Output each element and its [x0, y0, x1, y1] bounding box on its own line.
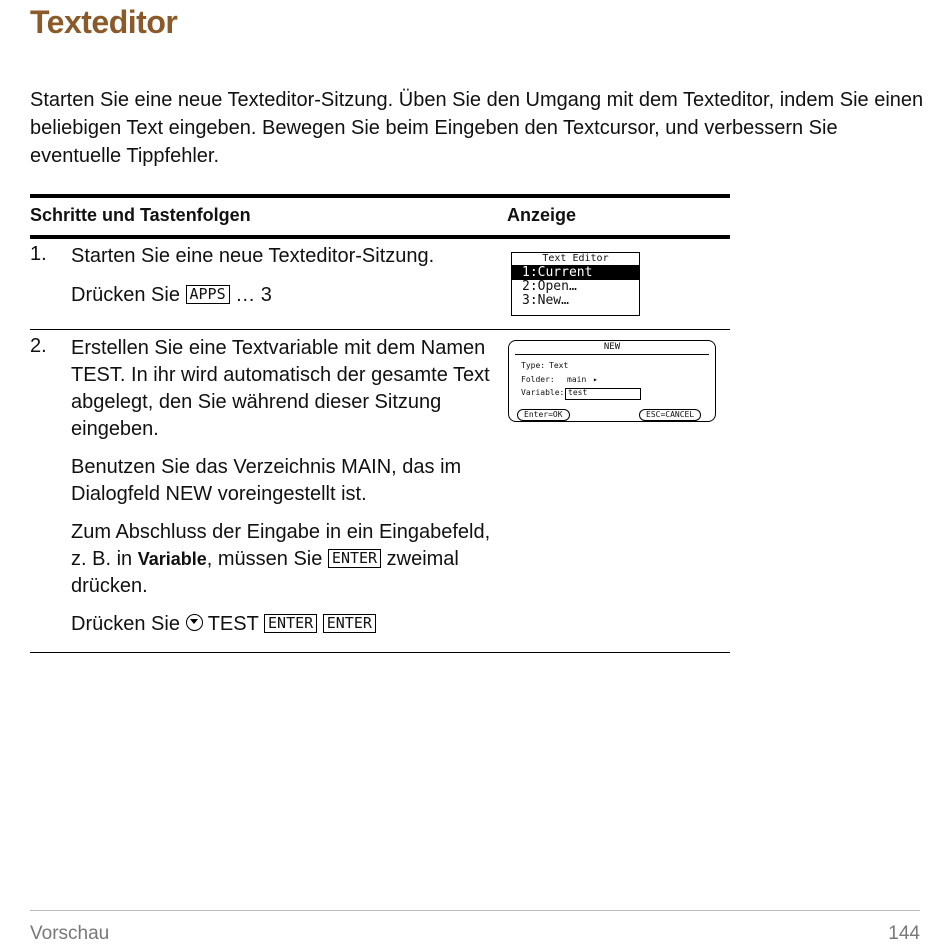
text-fragment: , müssen Sie	[206, 548, 323, 570]
calculator-screen-new-dialog	[508, 340, 718, 424]
dialog-title-rule	[515, 354, 709, 355]
footer-rule	[30, 910, 920, 911]
dialog-title: NEW	[603, 342, 621, 352]
page-number: 144	[888, 923, 920, 944]
intro-paragraph: Starten Sie eine neue Texteditor-Sitzung. Üben Sie den Umgang mit dem Texteditor, indem Sie einen beliebigen Text eingeben. Bewegen Sie beim Eingeben den Textcursor, und verbessern Sie eventuelle Tippfehler.	[30, 89, 924, 167]
menu-item-new: 3:New…	[522, 293, 569, 308]
step-row-1	[30, 239, 730, 329]
apps-key: APPS	[186, 285, 230, 304]
menu-item-open: 2:Open…	[522, 279, 577, 294]
step-number: 1.	[30, 243, 47, 265]
footer-label: Vorschau	[30, 923, 110, 944]
esc-cancel-button: ESC=CANCEL	[639, 409, 701, 421]
page-title: Texteditor	[30, 4, 178, 40]
steps-table	[30, 194, 730, 653]
step-keypress	[71, 282, 501, 309]
enter-ok-button: Enter=OK	[517, 409, 570, 421]
step-instructions	[71, 335, 501, 638]
table-header	[30, 198, 730, 235]
enter-key: ENTER	[328, 549, 381, 568]
step-row-2	[30, 330, 730, 652]
type-value: Text	[549, 361, 569, 370]
text-fragment: zweimal drücken.	[71, 548, 459, 597]
header-display: Anzeige	[507, 205, 577, 225]
typed-word: TEST	[207, 613, 259, 635]
step-instructions	[71, 243, 501, 309]
new-dialog	[508, 340, 716, 422]
variable-label: Variable:	[521, 388, 565, 397]
menu-item-current: 1:Current	[512, 266, 639, 280]
table-bottom-rule	[30, 652, 730, 653]
calculator-screen-text-editor-menu	[511, 252, 640, 316]
header-steps: Schritte und Tastenfolgen	[30, 205, 251, 225]
enter-key: ENTER	[264, 614, 317, 633]
press-label: Drücken Sie	[71, 613, 180, 635]
enter-key: ENTER	[323, 614, 376, 633]
down-arrow-key-icon	[186, 614, 203, 631]
type-label: Type:	[521, 361, 546, 370]
press-suffix: … 3	[235, 284, 272, 306]
step-text-3	[71, 519, 501, 600]
folder-arrow-icon: ▸	[593, 375, 598, 384]
variable-value: test	[568, 388, 588, 397]
folder-label: Folder:	[521, 375, 555, 384]
text-fragment: Zum Abschluss der Eingabe in ein Eingabefeld, z. B. in	[71, 521, 491, 570]
step-text-1: Erstellen Sie eine Textvariable mit dem Namen TEST. In ihr wird automatisch der gesamte Text abgelegt, den Sie während dieser Sitzung eingeben.	[71, 337, 490, 440]
step-text: Starten Sie eine neue Texteditor-Sitzung.	[71, 245, 435, 267]
press-label: Drücken Sie	[71, 284, 180, 306]
variable-term: Variable	[137, 549, 207, 569]
screen-title: Text Editor	[512, 253, 639, 266]
step-number: 2.	[30, 335, 47, 357]
folder-value: main	[567, 375, 587, 384]
step-keypress	[71, 611, 501, 638]
step-text-2: Benutzen Sie das Verzeichnis MAIN, das im Dialogfeld NEW voreingestellt ist.	[71, 456, 462, 505]
